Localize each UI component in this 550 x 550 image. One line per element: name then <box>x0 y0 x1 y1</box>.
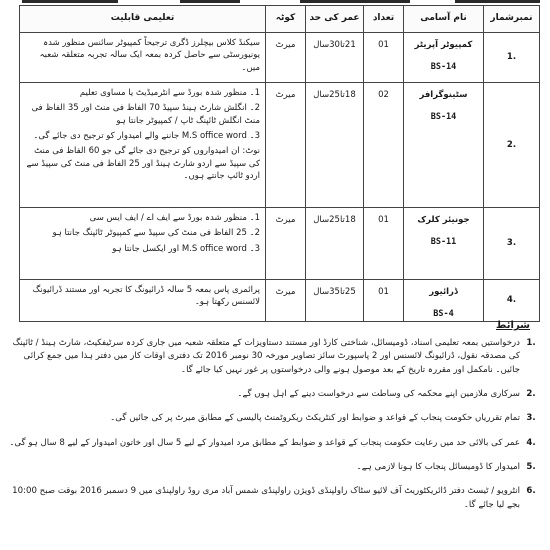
row-number: .1 <box>484 33 540 83</box>
row-number: .2 <box>484 83 540 208</box>
qualification-line: 2۔ 25 الفاظ فی منٹ کی سپیڈ سے کمپیوٹر ٹائپنگ جانتا ہو <box>52 228 260 239</box>
post-name: جونیئر کلرک <box>417 215 470 225</box>
post-scale: BS-14 <box>430 62 457 73</box>
condition-item <box>8 337 542 377</box>
post-name: کمپیوٹر آپریٹر <box>414 40 473 50</box>
condition-item <box>8 485 542 512</box>
qualification-line: 1۔ منظور شدہ بورڈ سے ایف اے / ایف ایس سی <box>89 213 260 223</box>
row-number: .4 <box>484 280 540 322</box>
condition-text: تمام تقرریاں حکومت پنجاب کے قواعد و ضوابط اور کنٹریکٹ ریکروٹمنٹ پالیسی کے مطابق میرٹ پر کی جائیں گی۔ <box>110 413 520 424</box>
table-row <box>20 208 540 280</box>
post-count: 01 <box>364 280 404 322</box>
post-cell <box>404 33 484 83</box>
conditions-heading: شرائط <box>496 320 530 331</box>
quota: میرٹ <box>266 208 306 280</box>
condition-number: .6 <box>526 486 536 497</box>
qualification-cell <box>20 33 266 83</box>
qualification-line: 3۔ M.S office word جاننے والے امیدوار کو ترجیح دی جائے گی۔ <box>33 130 260 141</box>
qualification-line: 1۔ منظور شدہ بورڈ سے انٹرمیڈیٹ یا مساوی تعلیم <box>79 88 260 98</box>
qualification-cell <box>20 208 266 280</box>
condition-number: .2 <box>526 388 536 399</box>
header-number: نمبرشمار <box>484 6 540 33</box>
condition-number: .1 <box>526 338 536 348</box>
qualification-note: نوٹ: ان امیدواروں کو ترجیح دی جائے گی جو 60 الفاظ فی منٹ کی سپیڈ سے اردو شارٹ ہینڈ اور 25 الفاظ فی منٹ کی سپیڈ سے اردو ٹائپ جانتے ہوں۔ <box>26 146 260 181</box>
condition-item <box>8 437 542 450</box>
qualification-cell <box>20 280 266 322</box>
condition-number: .4 <box>526 437 536 448</box>
post-name: ڈرائیور <box>429 287 458 297</box>
age-limit: 18تا25سال <box>306 83 364 208</box>
post-cell <box>404 83 484 208</box>
quota: میرٹ <box>266 83 306 208</box>
table-row <box>20 83 540 208</box>
post-count: 02 <box>364 83 404 208</box>
conditions-section <box>8 320 542 548</box>
condition-text: درخواستیں بمعہ تعلیمی اسناد، ڈومیسائل، شناختی کارڈ اور مستند دستاویزات کے متعلقہ شعبہ میں جاری کردہ سرٹیفکیٹ، شارٹ ہینڈ / ٹائپنگ کی مصدقہ نقول، ڈرائیونگ لائسنس اور 2 پاسپورٹ سائز تصاویر مورخہ 30 نومبر 2016 تک دفتری اوقات کار میں دفتر ہذا میں جمع کرائی جائیں۔ نامکمل اور مقررہ تاریخ کے بعد موصول ہونے والی درخواستوں پر غور نہیں کیا جائے گا۔ <box>12 338 520 375</box>
row-number: .3 <box>484 208 540 280</box>
age-limit: 18تا25سال <box>306 208 364 280</box>
condition-item <box>8 412 542 425</box>
condition-text: سرکاری ملازمین اپنے محکمہ کی وساطت سے درخواست دینے کے اہل ہوں گے۔ <box>237 388 520 399</box>
qualification-cell <box>20 83 266 208</box>
age-limit: 21تا30سال <box>306 33 364 83</box>
post-scale: BS-11 <box>430 237 457 248</box>
job-vacancy-table <box>19 5 540 322</box>
qualification-line: 2۔ انگلش شارٹ ہینڈ سپیڈ 70 الفاظ فی منٹ اور 35 الفاظ فی منٹ انگلش ٹائپنگ ٹاپ / کمپیوٹر جانتا ہو <box>31 103 260 126</box>
header-post-name: نام آسامی <box>404 6 484 33</box>
table-row <box>20 33 540 83</box>
age-limit: 25تا35سال <box>306 280 364 322</box>
quota: میرٹ <box>266 33 306 83</box>
qualification-line: پرائمری پاس بمعہ 5 سالہ ڈرائیونگ کا تجربہ اور مستند ڈرائیونگ لائسنس رکھتا ہو۔ <box>32 285 260 308</box>
qualification-line: 3۔ M.S office word اور ایکسل جانتا ہو <box>112 243 260 254</box>
condition-text: انٹرویو / ٹیسٹ دفتر ڈائریکٹوریٹ آف لائیو سٹاک راولپنڈی ڈویژن راولپنڈی شمس آباد مری روڈ راولپنڈی میں 9 دسمبر 2016 بوقت صبح 10:00 بجے لیا جائے گا۔ <box>12 486 520 510</box>
qualification-line: سیکنڈ کلاس بیچلرز ڈگری ترجیحاً کمپیوٹر سائنس منظور شدہ یونیورسٹی سے حاصل کردہ بمعہ ایک سالہ تجربہ متعلقہ شعبہ میں۔ <box>39 38 260 73</box>
post-scale: BS-14 <box>430 112 457 123</box>
post-count: 01 <box>364 33 404 83</box>
post-cell <box>404 280 484 322</box>
condition-item <box>8 388 542 401</box>
condition-number: .3 <box>526 413 536 424</box>
condition-item <box>8 461 542 474</box>
post-scale: BS-4 <box>433 309 454 320</box>
condition-number: .5 <box>526 461 536 472</box>
post-count: 01 <box>364 208 404 280</box>
table-header-row <box>20 6 540 33</box>
post-name: سٹینوگرافر <box>419 90 468 100</box>
post-cell <box>404 208 484 280</box>
header-count: تعداد <box>364 6 404 33</box>
header-quota: کوٹہ <box>266 6 306 33</box>
condition-text: عمر کی بالائی حد میں رعایت حکومت پنجاب کے قواعد و ضوابط کے مطابق مرد امیدوار کے لیے 5 سال اور خاتون امیدوار کے لیے 8 سال ہو گی۔ <box>9 437 520 448</box>
quota: میرٹ <box>266 280 306 322</box>
header-age-limit: عمر کی حد <box>306 6 364 33</box>
condition-text: امیدوار کا ڈومیسائل پنجاب کا ہونا لازمی ہے۔ <box>356 461 520 472</box>
table-row <box>20 280 540 322</box>
header-qualification: تعلیمی قابلیت <box>20 6 266 33</box>
